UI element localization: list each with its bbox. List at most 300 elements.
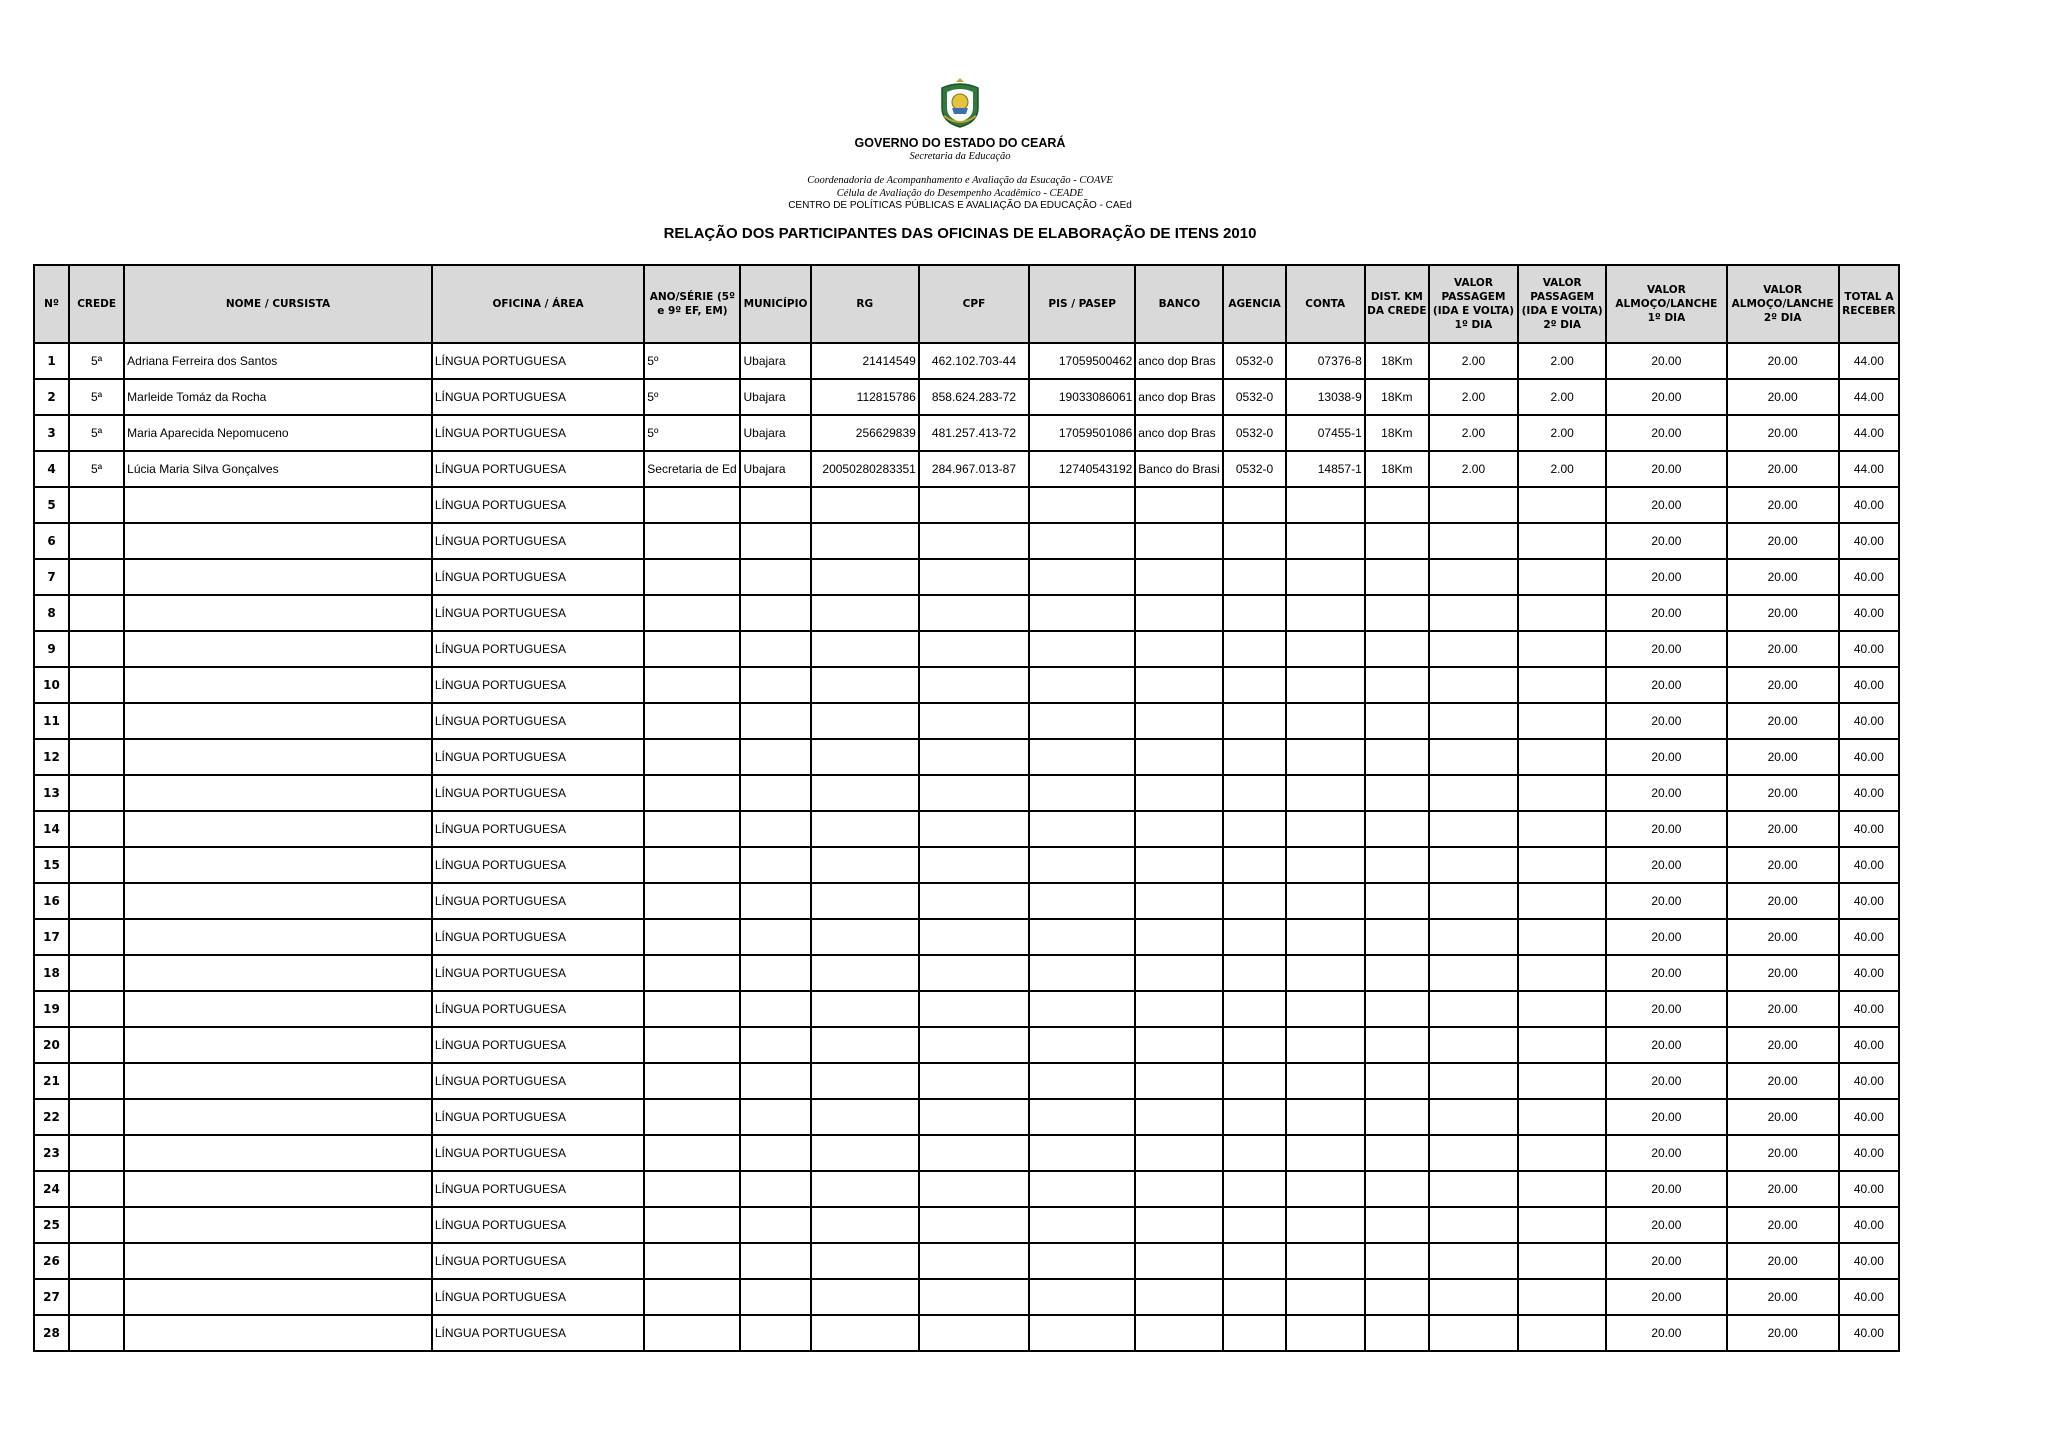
cell-crede [69,523,124,559]
cell-pis [1029,559,1135,595]
cell-fare-day1 [1429,811,1518,847]
cell-meal-day2: 20.00 [1727,379,1839,415]
table-row [34,1027,1899,1063]
cell-number: 7 [34,559,69,595]
cell-meal-day2: 20.00 [1727,1027,1839,1063]
cell-number: 4 [34,451,69,487]
cell-distance [1365,595,1429,631]
cell-total: 40.00 [1839,631,1899,667]
cell-meal-day2: 20.00 [1727,415,1839,451]
cell-cpf [919,1279,1029,1315]
cell-account [1286,1171,1365,1207]
document-title: RELAÇÃO DOS PARTICIPANTES DAS OFICINAS DE ELABORAÇÃO DE ITENS 2010 [663,225,1257,242]
cell-agency [1223,667,1285,703]
header-col-grade: ANO/SÉRIE (5º e 9º EF, EM) [644,265,740,343]
cell-distance [1365,775,1429,811]
cell-municipality [740,883,810,919]
cell-fare-day1 [1429,559,1518,595]
cell-account [1286,559,1365,595]
cell-rg [811,1207,919,1243]
cell-meal-day2: 20.00 [1727,811,1839,847]
cell-agency [1223,1135,1285,1171]
cell-meal-day2: 20.00 [1727,739,1839,775]
cell-crede [69,1027,124,1063]
cell-cpf [919,487,1029,523]
table-row [34,1207,1899,1243]
cell-workshop: LÍNGUA PORTUGUESA [432,1135,644,1171]
cell-name [124,1207,432,1243]
cell-name: Adriana Ferreira dos Santos [124,343,432,379]
table-row [34,487,1899,523]
table-row [34,1099,1899,1135]
cell-workshop: LÍNGUA PORTUGUESA [432,595,644,631]
cell-bank [1135,1243,1223,1279]
table-row [34,595,1899,631]
cell-pis [1029,775,1135,811]
cell-total: 40.00 [1839,523,1899,559]
cell-name [124,667,432,703]
cell-agency [1223,775,1285,811]
cell-number: 21 [34,1063,69,1099]
cell-number: 20 [34,1027,69,1063]
cell-distance [1365,631,1429,667]
cell-grade [644,559,740,595]
table-row [34,451,1899,487]
cell-total: 40.00 [1839,919,1899,955]
cell-number: 25 [34,1207,69,1243]
cell-distance: 18Km [1365,451,1429,487]
coat-of-arms-icon [936,78,984,128]
cell-municipality [740,1279,810,1315]
cell-account [1286,1135,1365,1171]
cell-agency [1223,847,1285,883]
cell-fare-day2 [1518,811,1606,847]
cell-bank [1135,1279,1223,1315]
cell-rg [811,631,919,667]
cell-pis [1029,883,1135,919]
cell-pis [1029,487,1135,523]
cell-agency [1223,739,1285,775]
header-col-rg: RG [811,265,919,343]
cell-total: 40.00 [1839,847,1899,883]
cell-number: 13 [34,775,69,811]
cell-grade [644,1243,740,1279]
cell-municipality [740,1207,810,1243]
cell-name [124,631,432,667]
cell-bank: Banco do Brasi [1135,451,1223,487]
cell-grade: 5º [644,343,740,379]
cell-crede [69,559,124,595]
cell-grade [644,883,740,919]
cell-account [1286,1315,1365,1351]
government-name: GOVERNO DO ESTADO DO CEARÁ [854,136,1066,150]
cell-rg [811,991,919,1027]
cell-name [124,811,432,847]
cell-meal-day1: 20.00 [1606,523,1726,559]
cell-municipality [740,775,810,811]
cell-municipality: Ubajara [740,451,810,487]
cell-meal-day2: 20.00 [1727,1243,1839,1279]
cell-total: 44.00 [1839,343,1899,379]
cell-meal-day1: 20.00 [1606,415,1726,451]
cell-fare-day1 [1429,1315,1518,1351]
cell-bank [1135,775,1223,811]
cell-fare-day1: 2.00 [1429,451,1518,487]
document-header [0,78,1920,242]
cell-account [1286,595,1365,631]
cell-distance: 18Km [1365,343,1429,379]
cell-pis [1029,1243,1135,1279]
cell-fare-day1 [1429,1171,1518,1207]
cell-account [1286,1279,1365,1315]
cell-distance [1365,883,1429,919]
cell-pis [1029,1279,1135,1315]
cell-agency [1223,487,1285,523]
cell-bank [1135,1315,1223,1351]
cell-grade [644,1099,740,1135]
cell-municipality: Ubajara [740,343,810,379]
cell-fare-day2 [1518,991,1606,1027]
cell-number: 12 [34,739,69,775]
cell-municipality [740,955,810,991]
cell-cpf [919,955,1029,991]
cell-account [1286,1207,1365,1243]
cell-fare-day1 [1429,523,1518,559]
cell-crede [69,1135,124,1171]
cell-pis [1029,847,1135,883]
cell-total: 40.00 [1839,1135,1899,1171]
cell-pis [1029,1135,1135,1171]
cell-fare-day1 [1429,847,1518,883]
cell-crede [69,1315,124,1351]
cell-fare-day1 [1429,595,1518,631]
cell-workshop: LÍNGUA PORTUGUESA [432,559,644,595]
cell-number: 3 [34,415,69,451]
cell-fare-day2 [1518,523,1606,559]
cell-crede [69,1207,124,1243]
cell-municipality [740,1243,810,1279]
cell-fare-day2: 2.00 [1518,343,1606,379]
cell-bank [1135,595,1223,631]
table-row [34,415,1899,451]
cell-cpf [919,739,1029,775]
cell-distance [1365,919,1429,955]
cell-agency [1223,1279,1285,1315]
cell-total: 40.00 [1839,739,1899,775]
cell-grade [644,1279,740,1315]
cell-grade [644,667,740,703]
cell-agency [1223,1027,1285,1063]
cell-number: 10 [34,667,69,703]
cell-meal-day1: 20.00 [1606,1171,1726,1207]
cell-fare-day1 [1429,703,1518,739]
cell-grade [644,739,740,775]
cell-meal-day2: 20.00 [1727,595,1839,631]
cell-fare-day2 [1518,1243,1606,1279]
cell-cpf [919,1243,1029,1279]
cell-fare-day1 [1429,883,1518,919]
cell-fare-day2 [1518,631,1606,667]
cell-total: 40.00 [1839,703,1899,739]
cell-crede [69,487,124,523]
cell-fare-day2 [1518,1315,1606,1351]
cell-pis [1029,955,1135,991]
cell-grade [644,1207,740,1243]
cell-crede [69,991,124,1027]
cell-agency [1223,1063,1285,1099]
cell-meal-day1: 20.00 [1606,775,1726,811]
table-row [34,883,1899,919]
cell-agency [1223,1171,1285,1207]
cell-meal-day2: 20.00 [1727,631,1839,667]
cell-bank [1135,1027,1223,1063]
cell-crede [69,739,124,775]
cell-grade [644,775,740,811]
cell-account [1286,991,1365,1027]
cell-fare-day1: 2.00 [1429,343,1518,379]
cell-name [124,1315,432,1351]
cell-pis [1029,1063,1135,1099]
cell-grade [644,847,740,883]
cell-crede [69,703,124,739]
cell-meal-day1: 20.00 [1606,1027,1726,1063]
cell-cpf [919,1315,1029,1351]
cell-meal-day2: 20.00 [1727,451,1839,487]
cell-fare-day1 [1429,919,1518,955]
cell-meal-day2: 20.00 [1727,1279,1839,1315]
cell-distance [1365,1171,1429,1207]
cell-meal-day2: 20.00 [1727,991,1839,1027]
cell-cpf [919,523,1029,559]
cell-meal-day1: 20.00 [1606,703,1726,739]
cell-distance [1365,1243,1429,1279]
table-row [34,1243,1899,1279]
cell-meal-day2: 20.00 [1727,1315,1839,1351]
cell-pis [1029,1027,1135,1063]
cell-workshop: LÍNGUA PORTUGUESA [432,1063,644,1099]
cell-distance [1365,703,1429,739]
cell-bank [1135,1171,1223,1207]
cell-meal-day1: 20.00 [1606,451,1726,487]
cell-pis [1029,595,1135,631]
cell-grade [644,991,740,1027]
cell-meal-day1: 20.00 [1606,487,1726,523]
cell-account [1286,919,1365,955]
header-col-number: Nº [34,265,69,343]
cell-distance [1365,1135,1429,1171]
cell-meal-day1: 20.00 [1606,1279,1726,1315]
cell-meal-day2: 20.00 [1727,1063,1839,1099]
header-col-name: NOME / CURSISTA [124,265,432,343]
cell-agency [1223,1207,1285,1243]
cell-crede [69,811,124,847]
cell-name [124,703,432,739]
cell-meal-day1: 20.00 [1606,559,1726,595]
cell-grade [644,523,740,559]
cell-crede [69,1171,124,1207]
cell-municipality [740,1027,810,1063]
cell-cpf [919,847,1029,883]
cell-cpf [919,667,1029,703]
cell-distance [1365,991,1429,1027]
cell-bank: anco dop Bras [1135,415,1223,451]
table-row [34,775,1899,811]
cell-fare-day2 [1518,703,1606,739]
cell-account: 07376-8 [1286,343,1365,379]
cell-bank [1135,487,1223,523]
cell-rg [811,955,919,991]
cell-account: 13038-9 [1286,379,1365,415]
cell-meal-day2: 20.00 [1727,1135,1839,1171]
cell-meal-day2: 20.00 [1727,847,1839,883]
cell-rg [811,523,919,559]
cell-bank [1135,847,1223,883]
cell-meal-day2: 20.00 [1727,703,1839,739]
cell-cpf [919,991,1029,1027]
cell-workshop: LÍNGUA PORTUGUESA [432,1243,644,1279]
cell-workshop: LÍNGUA PORTUGUESA [432,631,644,667]
cell-grade [644,595,740,631]
cell-rg [811,775,919,811]
cell-cpf [919,883,1029,919]
cell-fare-day2: 2.00 [1518,415,1606,451]
cell-meal-day1: 20.00 [1606,631,1726,667]
cell-grade [644,631,740,667]
cell-distance [1365,1099,1429,1135]
cell-municipality [740,487,810,523]
cell-cpf [919,775,1029,811]
cell-number: 9 [34,631,69,667]
table-row [34,667,1899,703]
cell-agency: 0532-0 [1223,451,1285,487]
cell-name [124,559,432,595]
cell-crede [69,1279,124,1315]
cell-workshop: LÍNGUA PORTUGUESA [432,739,644,775]
cell-agency [1223,1243,1285,1279]
cell-account: 14857-1 [1286,451,1365,487]
cell-crede [69,955,124,991]
cell-account [1286,847,1365,883]
cell-number: 11 [34,703,69,739]
cell-pis [1029,703,1135,739]
cell-number: 28 [34,1315,69,1351]
cell-meal-day2: 20.00 [1727,487,1839,523]
cell-bank [1135,559,1223,595]
cell-fare-day2 [1518,1207,1606,1243]
cell-municipality [740,991,810,1027]
cell-bank [1135,883,1223,919]
cell-meal-day1: 20.00 [1606,1207,1726,1243]
cell-account [1286,1063,1365,1099]
cell-rg [811,1279,919,1315]
cell-distance [1365,1315,1429,1351]
cell-total: 44.00 [1839,415,1899,451]
cell-agency [1223,631,1285,667]
cell-fare-day1 [1429,955,1518,991]
table-row [34,1135,1899,1171]
cell-rg [811,739,919,775]
cell-meal-day1: 20.00 [1606,1135,1726,1171]
cell-account [1286,775,1365,811]
cell-name [124,1027,432,1063]
cell-name [124,1171,432,1207]
cell-fare-day2 [1518,1135,1606,1171]
cell-total: 40.00 [1839,883,1899,919]
table-row [34,1315,1899,1351]
cell-crede: 5ª [69,451,124,487]
cell-municipality: Ubajara [740,379,810,415]
cell-municipality [740,559,810,595]
cell-account [1286,883,1365,919]
table-row [34,1171,1899,1207]
cell-number: 15 [34,847,69,883]
cell-bank [1135,1207,1223,1243]
cell-grade [644,1315,740,1351]
header-col-meal-day2: VALOR ALMOÇO/LANCHE 2º DIA [1727,265,1839,343]
cell-rg [811,667,919,703]
cell-grade [644,919,740,955]
header-col-workshop: OFICINA / ÁREA [432,265,644,343]
cell-fare-day2 [1518,739,1606,775]
cell-fare-day1 [1429,1099,1518,1135]
cell-number: 16 [34,883,69,919]
cell-agency [1223,523,1285,559]
cell-fare-day2 [1518,1171,1606,1207]
cell-agency: 0532-0 [1223,415,1285,451]
cell-workshop: LÍNGUA PORTUGUESA [432,1027,644,1063]
cell-total: 40.00 [1839,667,1899,703]
cell-name: Lúcia Maria Silva Gonçalves [124,451,432,487]
cell-municipality [740,739,810,775]
cell-account [1286,487,1365,523]
cell-fare-day1 [1429,991,1518,1027]
cell-rg [811,487,919,523]
cell-total: 44.00 [1839,379,1899,415]
header-col-fare-day2: VALOR PASSAGEM (IDA E VOLTA) 2º DIA [1518,265,1606,343]
cell-number: 27 [34,1279,69,1315]
cell-total: 40.00 [1839,1279,1899,1315]
cell-distance: 18Km [1365,415,1429,451]
cell-cpf [919,811,1029,847]
cell-number: 2 [34,379,69,415]
cell-rg [811,847,919,883]
cell-name [124,1243,432,1279]
table-row [34,703,1899,739]
cell-total: 40.00 [1839,1243,1899,1279]
cell-rg [811,1099,919,1135]
cell-fare-day2: 2.00 [1518,379,1606,415]
cell-grade [644,811,740,847]
header-col-pis: PIS / PASEP [1029,265,1135,343]
coordination-name: Coordenadoria de Acompanhamento e Avaliação da Esucação - COAVE [807,175,1113,186]
cell-agency: 0532-0 [1223,343,1285,379]
cell-fare-day2 [1518,1099,1606,1135]
cell-rg [811,595,919,631]
cell-name [124,739,432,775]
cell-distance [1365,1027,1429,1063]
cell-name [124,919,432,955]
cell-fare-day2 [1518,955,1606,991]
cell-workshop: LÍNGUA PORTUGUESA [432,883,644,919]
header-col-fare-day1: VALOR PASSAGEM (IDA E VOLTA) 1º DIA [1429,265,1518,343]
cell-crede [69,1063,124,1099]
cell-meal-day2: 20.00 [1727,667,1839,703]
cell-municipality [740,1135,810,1171]
cell-municipality [740,1315,810,1351]
cell-name: Célula de Avaliação do Desempenho Acadêmico - CEADE [836,188,1084,199]
header-col-cpf: CPF [919,265,1029,343]
table-row [34,919,1899,955]
